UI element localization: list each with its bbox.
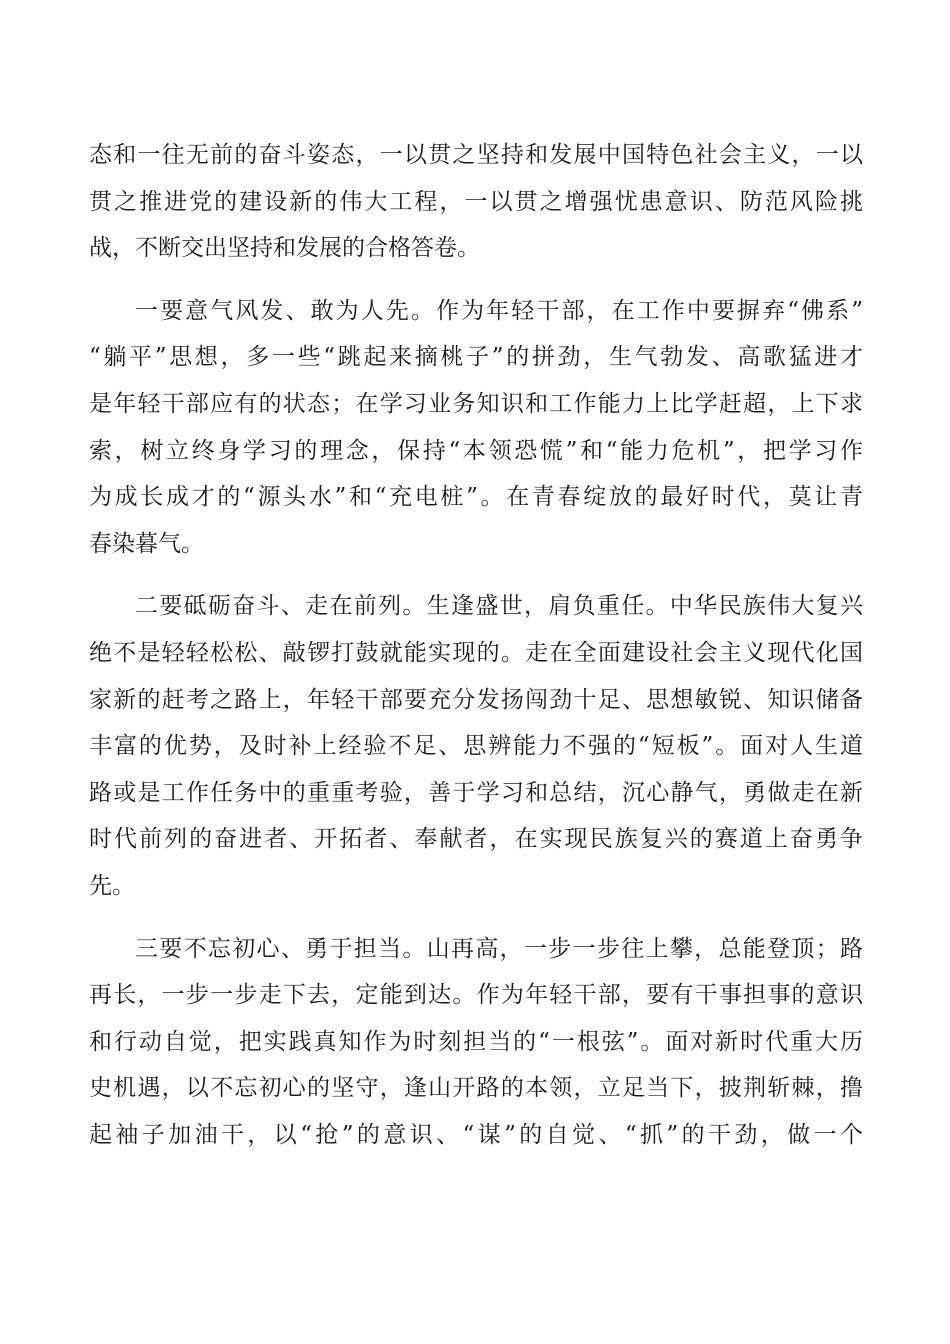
text-line: 索，树立终身学习的理念，保持“本领恐慌”和“能力危机”，把学习作 [89, 437, 863, 464]
text-line: 态和一往无前的奋斗姿态，一以贯之坚持和发展中国特色社会主义，一以 [89, 142, 863, 168]
text-line: 战，不断交出坚持和发展的合格答卷。 [89, 235, 480, 262]
text-line: 三要不忘初心、勇于担当。山再高，一步一步往上攀，总能登顶；路 [135, 935, 863, 962]
text-line: 时代前列的奋进者、开拓者、奉献者，在实现民族复兴的赛道上奋勇争 [89, 826, 863, 853]
text-line: 先。 [89, 872, 135, 899]
document-body [89, 132, 863, 1158]
text-line: 贯之推进党的建设新的伟大工程，一以贯之增强忧患意识、防范风险挑 [89, 188, 863, 215]
paragraph-3 [89, 583, 863, 909]
paragraph-1 [89, 132, 863, 272]
text-line: 春染暮气。 [89, 530, 204, 557]
text-line: 家新的赶考之路上，年轻干部要充分发扬闯劲十足、思想敏锐、知识储备 [89, 686, 863, 713]
text-line: 一要意气风发、敢为人先。作为年轻干部，在工作中要摒弃“佛系” [135, 297, 863, 324]
paragraph-4 [89, 926, 863, 1159]
text-line: 再长，一步一步走下去，定能到达。作为年轻干部，要有干事担事的意识 [89, 982, 863, 1009]
text-line: 路或是工作任务中的重重考验，善于学习和总结，沉心静气，勇做走在新 [89, 779, 863, 806]
text-line: 二要砥砺奋斗、走在前列。生逢盛世，肩负重任。中华民族伟大复兴 [135, 593, 863, 620]
text-line: 和行动自觉，把实践真知作为时刻担当的“一根弦”。面对新时代重大历 [89, 1028, 863, 1055]
text-line: “躺平”思想，多一些“跳起来摘桃子”的拼劲，生气勃发、高歌猛进才 [89, 344, 863, 371]
text-line: 是年轻干部应有的状态；在学习业务知识和工作能力上比学赶超，上下求 [89, 390, 863, 417]
text-line: 丰富的优势，及时补上经验不足、思辨能力不强的“短板”。面对人生道 [89, 733, 863, 760]
text-line: 起袖子加油干，以“抢”的意识、“谋”的自觉、“抓”的干劲，做一个 [89, 1121, 863, 1148]
text-line: 史机遇，以不忘初心的坚守，逢山开路的本领，立足当下，披荆斩棘，撸 [89, 1075, 863, 1102]
text-line: 绝不是轻轻松松、敲锣打鼓就能实现的。走在全面建设社会主义现代化国 [89, 639, 863, 666]
text-line: 为成长成才的“源头水”和“充电桩”。在青春绽放的最好时代，莫让青 [89, 484, 863, 511]
paragraph-2 [89, 288, 863, 568]
